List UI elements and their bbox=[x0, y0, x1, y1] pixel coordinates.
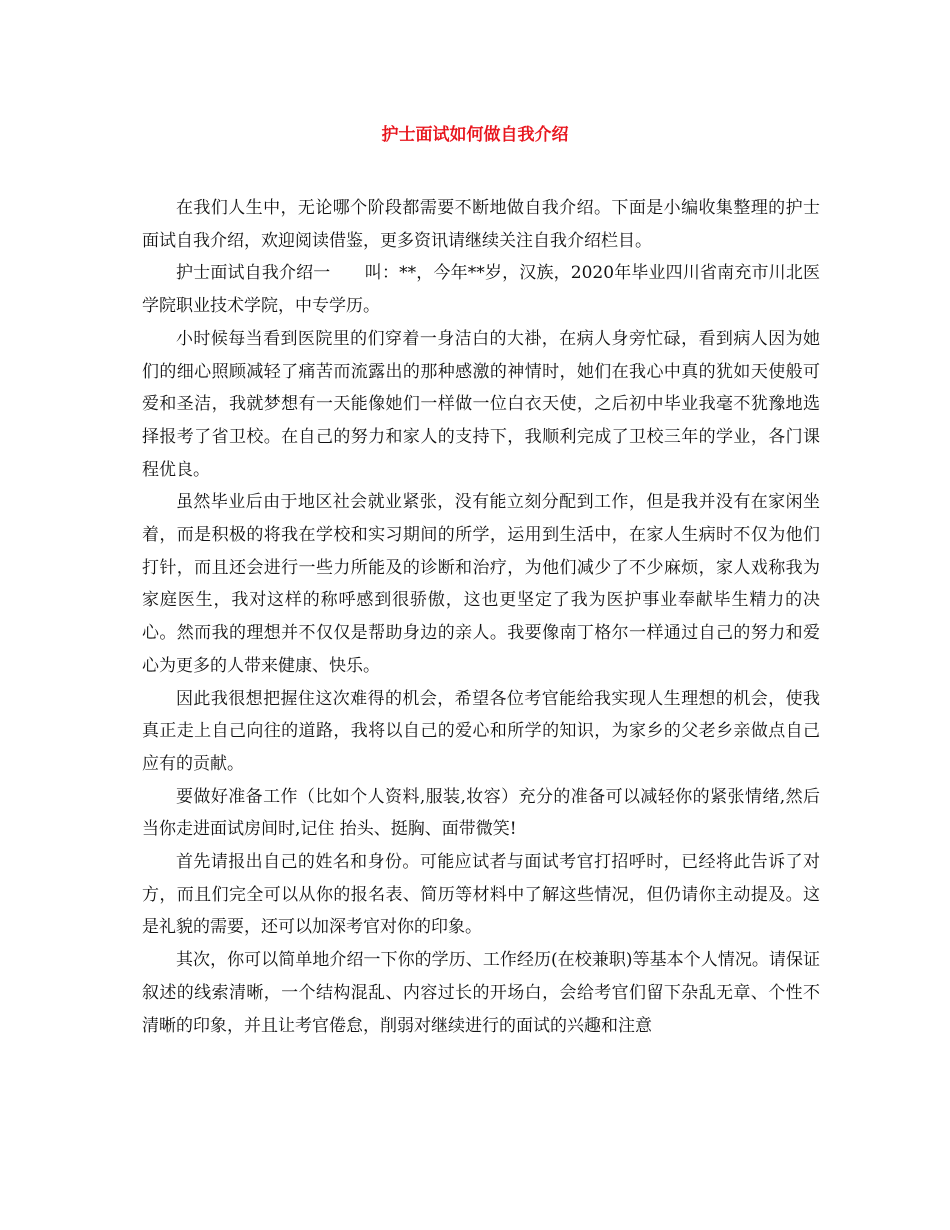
paragraph: 因此我很想把握住这次难得的机会，希望各位考官能给我实现人生理想的机会，使我真正走上自己向往的道路，我将以自己的爱心和所学的知识，为家乡的父老乡亲做点自己应有的贡献。 bbox=[142, 688, 820, 774]
paragraph: 虽然毕业后由于地区社会就业紧张，没有能立刻分配到工作，但是我并没有在家闲坐着，而是积极的将我在学校和实习期间的所学，运用到生活中，在家人生病时不仅为他们打针，而且还会进行一些力所能及的诊断和治疗，为他们减少了不少麻烦，家人戏称我为家庭医生，我对这样的称呼感到很骄傲，这也更坚定了我为医护事业奉献毕生精力的决心。然而我的理想并不仅仅是帮助身边的亲人。我要像南丁格尔一样通过自己的努力和爱心为更多的人带来健康、快乐。 bbox=[142, 492, 820, 676]
document-title: 护士面试如何做自我介绍 bbox=[381, 125, 569, 145]
paragraph: 护士面试自我介绍一 叫：**，今年**岁，汉族，2020年毕业四川省南充市川北医学院职业技术学院，中专学历。 bbox=[142, 263, 820, 317]
paragraph: 其次，你可以简单地介绍一下你的学历、工作经历(在校兼职)等基本个人情况。请保证叙述的线索清晰，一个结构混乱、内容过长的开场白，会给考官们留下杂乱无章、个性不清晰的印象，并且让考官倦怠，削弱对继续进行的面试的兴趣和注意 bbox=[142, 950, 820, 1036]
paragraph: 在我们人生中，无论哪个阶段都需要不断地做自我介绍。下面是小编收集整理的护士面试自我介绍，欢迎阅读借鉴，更多资讯请继续关注自我介绍栏目。 bbox=[142, 198, 820, 251]
paragraph: 小时候每当看到医院里的们穿着一身洁白的大褂，在病人身旁忙碌，看到病人因为她们的细心照顾减轻了痛苦而流露出的那种感激的神情时，她们在我心中真的犹如天使般可爱和圣洁，我就梦想有一天能像她们一样做一位白衣天使，之后初中毕业我毫不犹豫地选择报考了省卫校。在自己的努力和家人的支持下，我顺利完成了卫校三年的学业，各门课程优良。 bbox=[142, 328, 820, 480]
paragraph: 首先请报出自己的姓名和身份。可能应试者与面试考官打招呼时，已经将此告诉了对方，而且们完全可以从你的报名表、简历等材料中了解这些情况，但仍请你主动提及。这是礼貌的需要，还可以加深考官对你的印象。 bbox=[142, 852, 820, 938]
paragraph: 要做好准备工作（比如个人资料,服装,妆容）充分的准备可以减轻你的紧张情绪,然后当你走进面试房间时,记住 抬头、挺胸、面带微笑! bbox=[142, 786, 820, 840]
document-body bbox=[142, 192, 820, 1042]
